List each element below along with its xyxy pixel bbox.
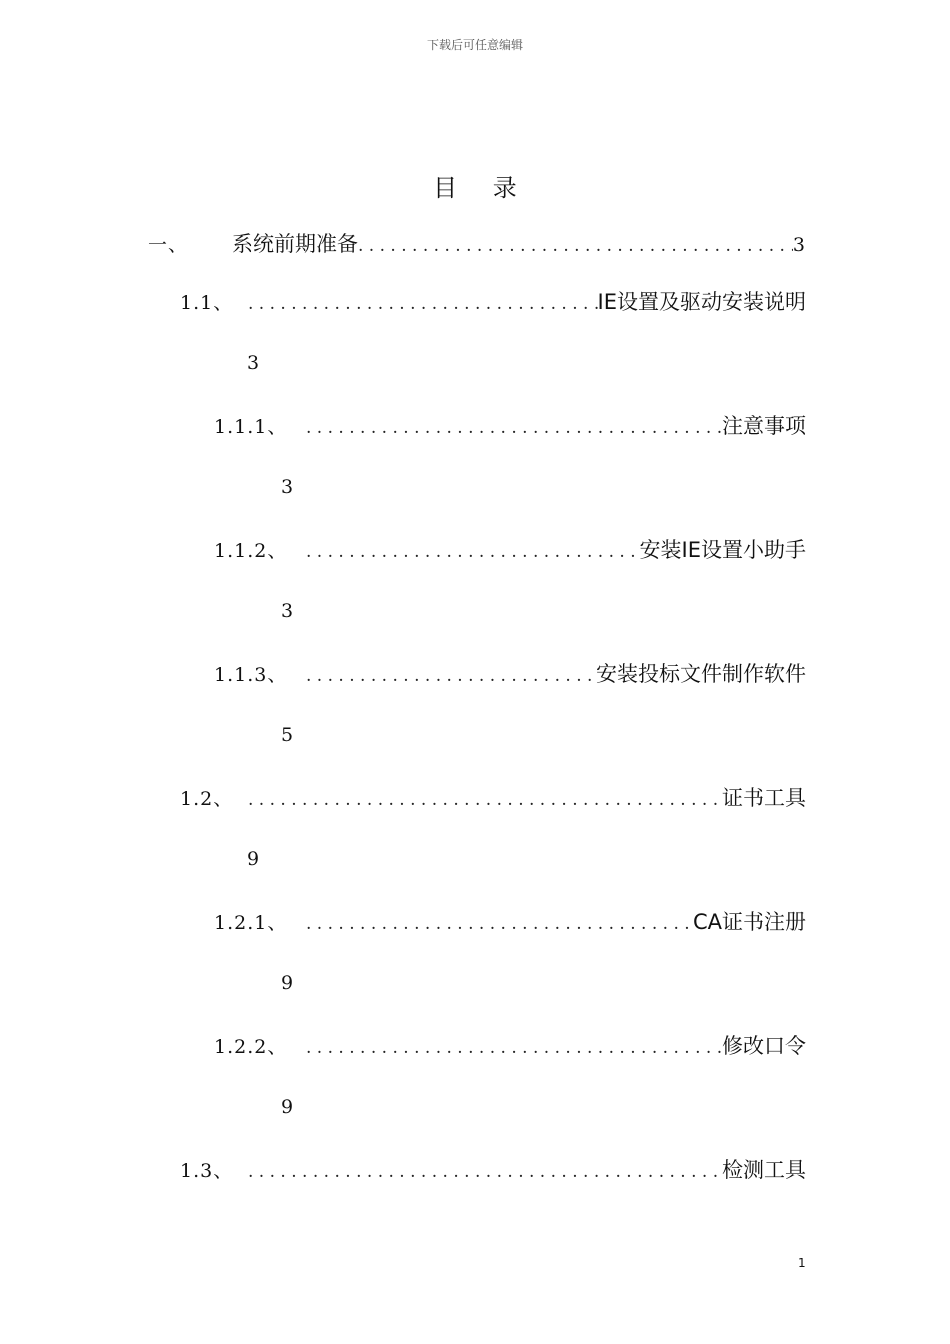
toc-entry[interactable]: [214, 410, 806, 440]
toc-entry-title: 安装投标文件制作软件: [596, 662, 806, 686]
toc-entry[interactable]: [180, 1154, 806, 1184]
toc-entry-page: 9: [281, 972, 294, 994]
toc-entry-page: 9: [247, 848, 260, 870]
toc-entry[interactable]: [214, 906, 806, 936]
toc-leader-dots: [306, 914, 693, 934]
toc-entry-page: 3: [281, 600, 294, 622]
toc-leader-dots: [248, 790, 722, 810]
toc-entry[interactable]: [180, 782, 806, 812]
toc-entry-title: 注意事项: [722, 414, 806, 438]
toc-leader-dots: [306, 1038, 722, 1058]
toc-leader-dots: [306, 666, 596, 686]
toc-entry-number: 1.2.2、: [214, 1036, 288, 1058]
toc-entry-number: 一、: [148, 234, 189, 256]
toc-leader-dots: [248, 294, 598, 314]
toc-leader-dots: [248, 1162, 722, 1182]
toc-entry-title: 证书工具: [722, 786, 806, 810]
toc-entry[interactable]: [180, 286, 806, 316]
toc-entry-number: 1.2.1、: [214, 912, 288, 934]
page-number: 1: [798, 1256, 806, 1270]
toc-entry-number: 1.3、: [180, 1160, 234, 1182]
toc-entry-page: 3: [247, 352, 260, 374]
toc-entry-title: 安装IE设置小助手: [639, 538, 806, 562]
toc-leader-dots: [306, 418, 722, 438]
header-note: 下载后可任意编辑: [426, 38, 523, 52]
toc-entry-title: 修改口令: [722, 1034, 806, 1058]
toc-leader-dots: [306, 542, 640, 562]
toc-entry-number: 1.1.1、: [214, 416, 288, 438]
toc-entry[interactable]: [214, 534, 806, 564]
toc-entry-number: 1.1、: [180, 292, 234, 314]
toc-entry-title: CA证书注册: [692, 910, 806, 934]
toc-entry-number: 1.1.2、: [214, 540, 288, 562]
toc-entry[interactable]: [214, 1030, 806, 1060]
toc-entry-number: 1.2、: [180, 788, 234, 810]
toc-entry-title: 系统前期准备: [232, 232, 358, 256]
toc-entry-page: 3: [281, 476, 294, 498]
toc-entry[interactable]: [214, 658, 806, 688]
toc-entry[interactable]: [148, 228, 806, 258]
toc-leader-dots: [358, 236, 793, 256]
toc-entry-page: 3: [792, 234, 806, 256]
toc-entry-page: 9: [281, 1096, 294, 1118]
toc-entry-title: 检测工具: [722, 1158, 806, 1182]
toc-entry-page: 5: [281, 724, 294, 746]
toc-title: 目 录: [433, 174, 531, 202]
toc-entry-number: 1.1.3、: [214, 664, 288, 686]
toc-entry-title: IE设置及驱动安装说明: [597, 290, 806, 314]
